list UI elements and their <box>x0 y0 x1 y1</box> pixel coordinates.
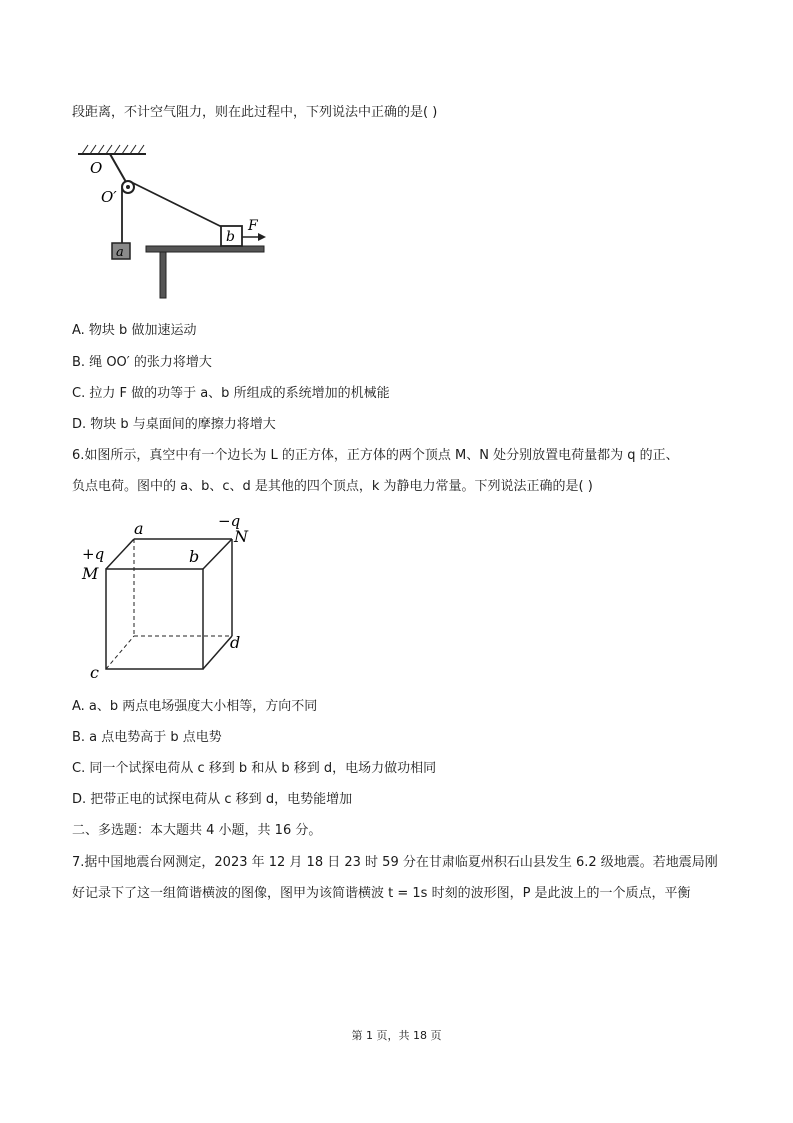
q5-option-c: C. 拉力 F 做的功等于 a、b 所组成的系统增加的机械能 <box>72 386 390 401</box>
label-b: b <box>189 547 200 566</box>
q5-figure-pulley-system <box>72 140 282 305</box>
label-N: N <box>234 527 248 546</box>
label-F: F <box>248 218 258 234</box>
q5-stem-end: 段距离，不计空气阻力，则在此过程中，下列说法中正确的是( ) <box>72 105 438 120</box>
label-a: a <box>116 245 124 260</box>
label-d: d <box>230 633 241 652</box>
q7-line2: 好记录下了这一组简谐横波的图像，图甲为该简谐横波 t = 1s 时刻的波形图，P 是此波上的一个质点，平衡 <box>72 886 691 901</box>
label-M: M <box>82 564 99 583</box>
q7-line1: 7.据中国地震台网测定，2023 年 12 月 18 日 23 时 59 分在甘肃临夏州积石山县发生 6.2 级地震。若地震局刚 <box>72 855 718 870</box>
q5-option-b: B. 绳 OO′ 的张力将增大 <box>72 355 212 370</box>
label-c: c <box>90 663 99 682</box>
q6-stem-line2: 负点电荷。图中的 a、b、c、d 是其他的四个顶点，k 为静电力常量。下列说法正确的是( ) <box>72 479 593 494</box>
page-footer: 第 1 页，共 18 页 <box>351 1029 442 1042</box>
q6-option-b: B. a 点电势高于 b 点电势 <box>72 730 222 745</box>
section2-title: 二、多选题：本大题共 4 小题，共 16 分。 <box>72 823 322 838</box>
label-neg-q: −q <box>218 512 241 530</box>
label-pos-q: +q <box>82 545 105 563</box>
q6-option-a: A. a、b 两点电场强度大小相等，方向不同 <box>72 699 318 714</box>
q5-option-a: A. 物块 b 做加速运动 <box>72 323 197 338</box>
q6-option-d: D. 把带正电的试探电荷从 c 移到 d，电势能增加 <box>72 792 353 807</box>
q6-option-c: C. 同一个试探电荷从 c 移到 b 和从 b 移到 d，电场力做功相同 <box>72 761 437 776</box>
label-b: b <box>226 229 235 245</box>
label-a: a <box>134 519 144 538</box>
label-O: O <box>90 159 103 177</box>
q6-figure-cube <box>72 512 272 682</box>
q6-stem-line1: 6.如图所示，真空中有一个边长为 L 的正方体，正方体的两个顶点 M、N 处分别放置电荷量都为 q 的正、 <box>72 448 679 463</box>
label-O-prime: O′ <box>101 188 117 206</box>
q5-option-d: D. 物块 b 与桌面间的摩擦力将增大 <box>72 417 276 432</box>
